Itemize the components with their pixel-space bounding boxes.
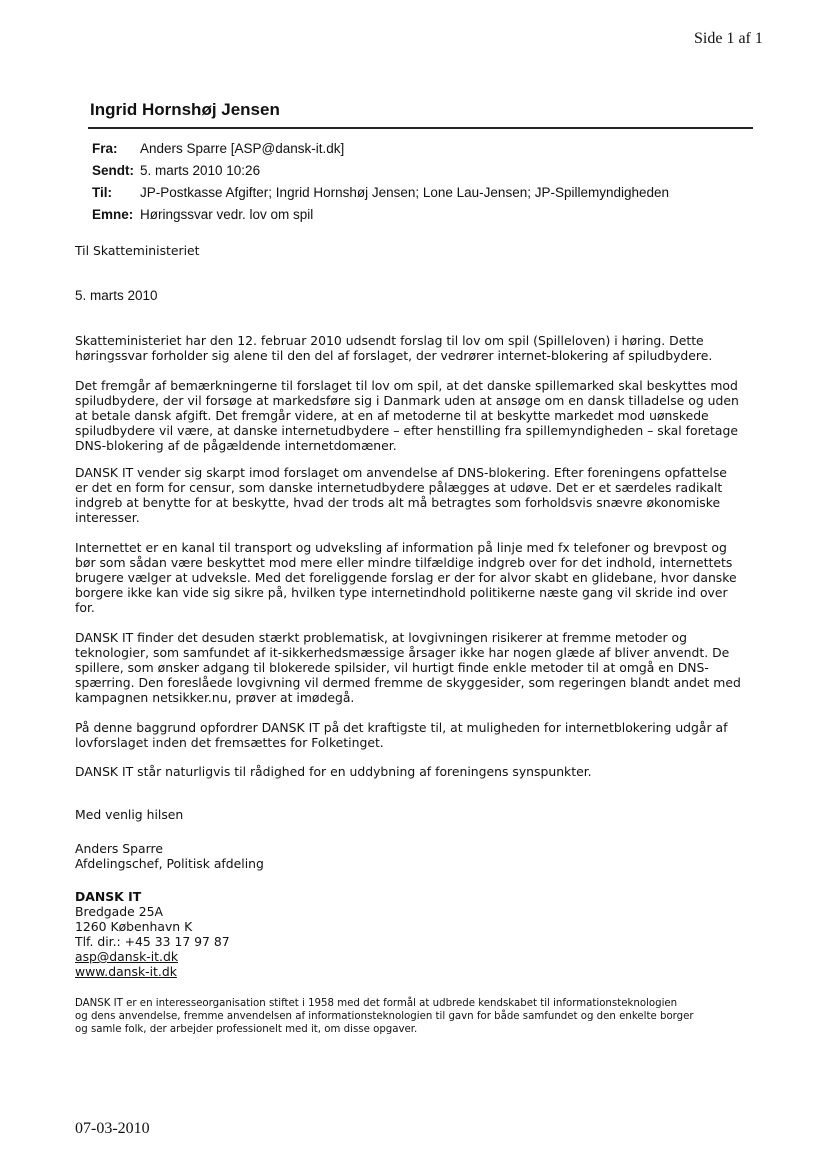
text-line: borgere ikke kan vide sig sikre på, hvilken type internetindhold politikerne næste gang vil skride ind over (75, 585, 728, 600)
text-line: er det en form for censur, som danske internetudbydere pålægges at udøve. Det er et særdeles radikalt (75, 480, 723, 495)
paragraph (75, 540, 765, 615)
paragraph (75, 630, 765, 705)
org-name: DANSK IT (75, 889, 142, 904)
website-link[interactable]: www.dansk-it.dk (75, 964, 177, 979)
sender-name: Ingrid Hornshøj Jensen (90, 100, 280, 119)
text-line: DANSK IT står naturligvis til rådighed for en uddybning af foreningens synspunkter. (75, 764, 592, 779)
org-phone: Tlf. dir.: +45 33 17 97 87 (75, 934, 230, 949)
closing: Med venlig hilsen (75, 807, 184, 822)
text-line: På denne baggrund opfordrer DANSK IT på det kraftigste til, at muligheden for internetblokering udgår af (75, 720, 728, 735)
paragraph (75, 764, 765, 779)
text-line: DANSK IT er en interesseorganisation stiftet i 1958 med det formål at udbrede kendskabet til informationsteknologien (75, 998, 678, 1009)
text-line: Skatteministeriet har den 12. februar 2010 udsendt forslag til lov om spil (Spilleloven) i høring. Dette (75, 333, 704, 348)
paragraph (75, 333, 765, 363)
letter-date: 5. marts 2010 (75, 288, 158, 303)
signature (75, 841, 765, 871)
page-number: Side 1 af 1 (694, 30, 763, 47)
meta-label: Fra: (92, 141, 118, 156)
text-line: Internettet er en kanal til transport og udveksling af information på linje med fx telefoner og brevpost og (75, 540, 727, 555)
meta-from (92, 141, 345, 156)
text-line: spærring. Den foreslåede lovgivning vil dermed fremme de skyggesider, som regeringen blandt andet med (75, 675, 741, 690)
text-line: DANSK IT vender sig skarpt imod forslaget om anvendelse af DNS-blokering. Efter foreningens opfattelse (75, 465, 727, 480)
meta-value: Høringssvar vedr. lov om spil (140, 207, 314, 222)
meta-subject (92, 207, 314, 222)
recipient-line: Til Skatteministeriet (75, 243, 200, 258)
org-block (75, 889, 765, 979)
text-line: og samle folk, der arbejder professionelt med it, om disse opgaver. (75, 1024, 418, 1035)
org-city: 1260 København K (75, 919, 193, 934)
text-line: indgreb at benytte for at beskytte, hvad der trods alt må betragtes som forholdsvis snævre økonomiske (75, 495, 721, 510)
text-line: for. (75, 600, 95, 615)
signature-name: Anders Sparre (75, 841, 163, 856)
meta-sent (92, 163, 261, 178)
text-line: bør som sådan være beskyttet mod mere eller mindre tilfældige indgreb over for det indhold, internettets (75, 555, 733, 570)
text-line: DNS-blokering af de pågældende internetdomæner. (75, 438, 397, 453)
text-line: DANSK IT finder det desuden stærkt problematisk, at lovgivningen risikerer at fremme metoder og (75, 630, 687, 645)
date-stamp: 07-03-2010 (75, 1120, 150, 1137)
meta-label: Sendt: (92, 163, 134, 178)
signature-title: Afdelingschef, Politisk afdeling (75, 856, 264, 871)
text-line: spiludbydere vil være, at danske internetudbydere – efter henstilling fra spillemyndigheden – skal foretage (75, 423, 738, 438)
org-street: Bredgade 25A (75, 904, 163, 919)
email-link[interactable]: asp@dansk-it.dk (75, 949, 178, 964)
meta-to (92, 185, 670, 200)
text-line: kampagnen netsikker.nu, prøver at imødegå. (75, 690, 355, 705)
footer-note (75, 997, 775, 1036)
meta-value: Anders Sparre [ASP@dansk-it.dk] (140, 141, 345, 156)
paragraph (75, 465, 765, 525)
text-line: og dens anvendelse, fremme anvendelsen af informationsteknologien til gavn for både samfundet og den enkelte borger (75, 1011, 694, 1022)
text-line: interesser. (75, 510, 140, 525)
meta-label: Til: (92, 185, 112, 200)
text-line: brugere vælger at udveksle. Med det foreliggende forslag er der for alvor skabt en glidebane, hvor danske (75, 570, 737, 585)
paragraph (75, 378, 765, 453)
text-line: teknologier, som samfundet af it-sikkerhedsmæssige årsager ikke har nogen glæde af bliver anvendt. De (75, 645, 730, 660)
paragraph (75, 720, 765, 750)
meta-value: JP-Postkasse Afgifter; Ingrid Hornshøj Jensen; Lone Lau-Jensen; JP-Spillemyndigheden (140, 185, 670, 200)
meta-value: 5. marts 2010 10:26 (140, 163, 261, 178)
meta-label: Emne: (92, 207, 134, 222)
text-line: spillere, som ønsker adgang til blokerede spilsider, vil hurtigt finde enkle metoder til at omgå en DNS- (75, 660, 709, 675)
text-line: at betale dansk afgift. Det fremgår videre, at en af metoderne til at beskytte markedet mod uønskede (75, 408, 709, 423)
text-line: Det fremgår af bemærkningerne til forslaget til lov om spil, at det danske spillemarked skal beskyttes mod (75, 378, 738, 393)
text-line: spiludbydere, der vil forsøge at markedsføre sig i Danmark uden at ansøge om en dansk tilladelse og uden (75, 393, 739, 408)
text-line: høringssvar forholder sig alene til den del af forslaget, der vedrører internet-blokering af spiludbydere. (75, 348, 713, 363)
text-line: lovforslaget inden det fremsættes for Folketinget. (75, 735, 384, 750)
header-rule (88, 127, 753, 129)
